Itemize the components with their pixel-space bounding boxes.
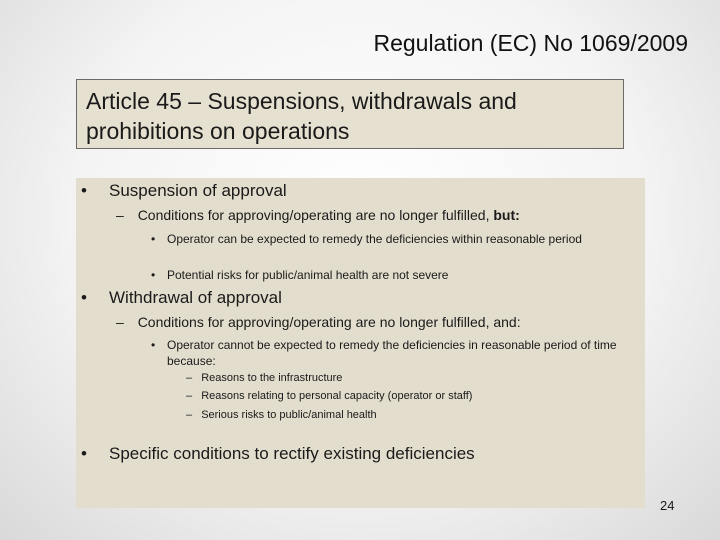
suspension-point-1: [151, 231, 621, 247]
suspension-point-2-text: Potential risks for public/animal health are not severe: [167, 268, 449, 282]
bullet-marker: •: [81, 444, 87, 463]
dash-marker: –: [186, 390, 193, 402]
slide-title: Regulation (EC) No 1069/2009: [373, 30, 688, 56]
withdrawal-condition: [116, 314, 521, 330]
suspension-point-2: [151, 267, 448, 283]
withdrawal-heading: Withdrawal of approval: [109, 288, 282, 307]
bullet-marker: •: [81, 181, 87, 200]
dash-marker: –: [116, 314, 124, 330]
suspension-condition: [116, 207, 520, 223]
bullet-marker: •: [151, 232, 156, 246]
withdrawal-point: [151, 337, 621, 369]
withdrawal-reason-1: [186, 372, 342, 384]
withdrawal-reason-3-text: Serious risks to public/animal health: [201, 409, 377, 421]
suspension-heading: Suspension of approval: [109, 181, 287, 200]
withdrawal-reason-2: [186, 390, 472, 402]
withdrawal-condition-text: Conditions for approving/operating are no longer fulfilled, and:: [137, 314, 521, 330]
withdrawal-reason-3: [186, 409, 377, 421]
content-panel: [76, 178, 645, 508]
dash-marker: –: [116, 207, 124, 223]
bullet-marker: •: [151, 268, 156, 282]
withdrawal-reason-1-text: Reasons to the infrastructure: [201, 372, 343, 384]
page-number: 24: [660, 498, 675, 513]
bullet-marker: •: [81, 288, 87, 307]
suspension-condition-text: Conditions for approving/operating are no longer fulfilled,: [137, 207, 490, 223]
dash-marker: –: [186, 372, 193, 384]
specific-conditions-heading: Specific conditions to rectify existing deficiencies: [109, 444, 475, 463]
withdrawal-point-text: Operator cannot be expected to remedy the deficiencies in reasonable period of time because:: [167, 338, 617, 368]
suspension-point-1-text: Operator can be expected to remedy the deficiencies within reasonable period: [167, 232, 582, 246]
bullet-marker: •: [151, 338, 156, 352]
withdrawal-reason-2-text: Reasons relating to personal capacity (operator or staff): [201, 390, 473, 402]
suspension-condition-emphasis: but:: [493, 207, 520, 223]
article-title: Article 45 – Suspensions, withdrawals and prohibitions on operations: [86, 88, 517, 144]
article-title-box: [76, 79, 624, 149]
dash-marker: –: [186, 409, 193, 421]
